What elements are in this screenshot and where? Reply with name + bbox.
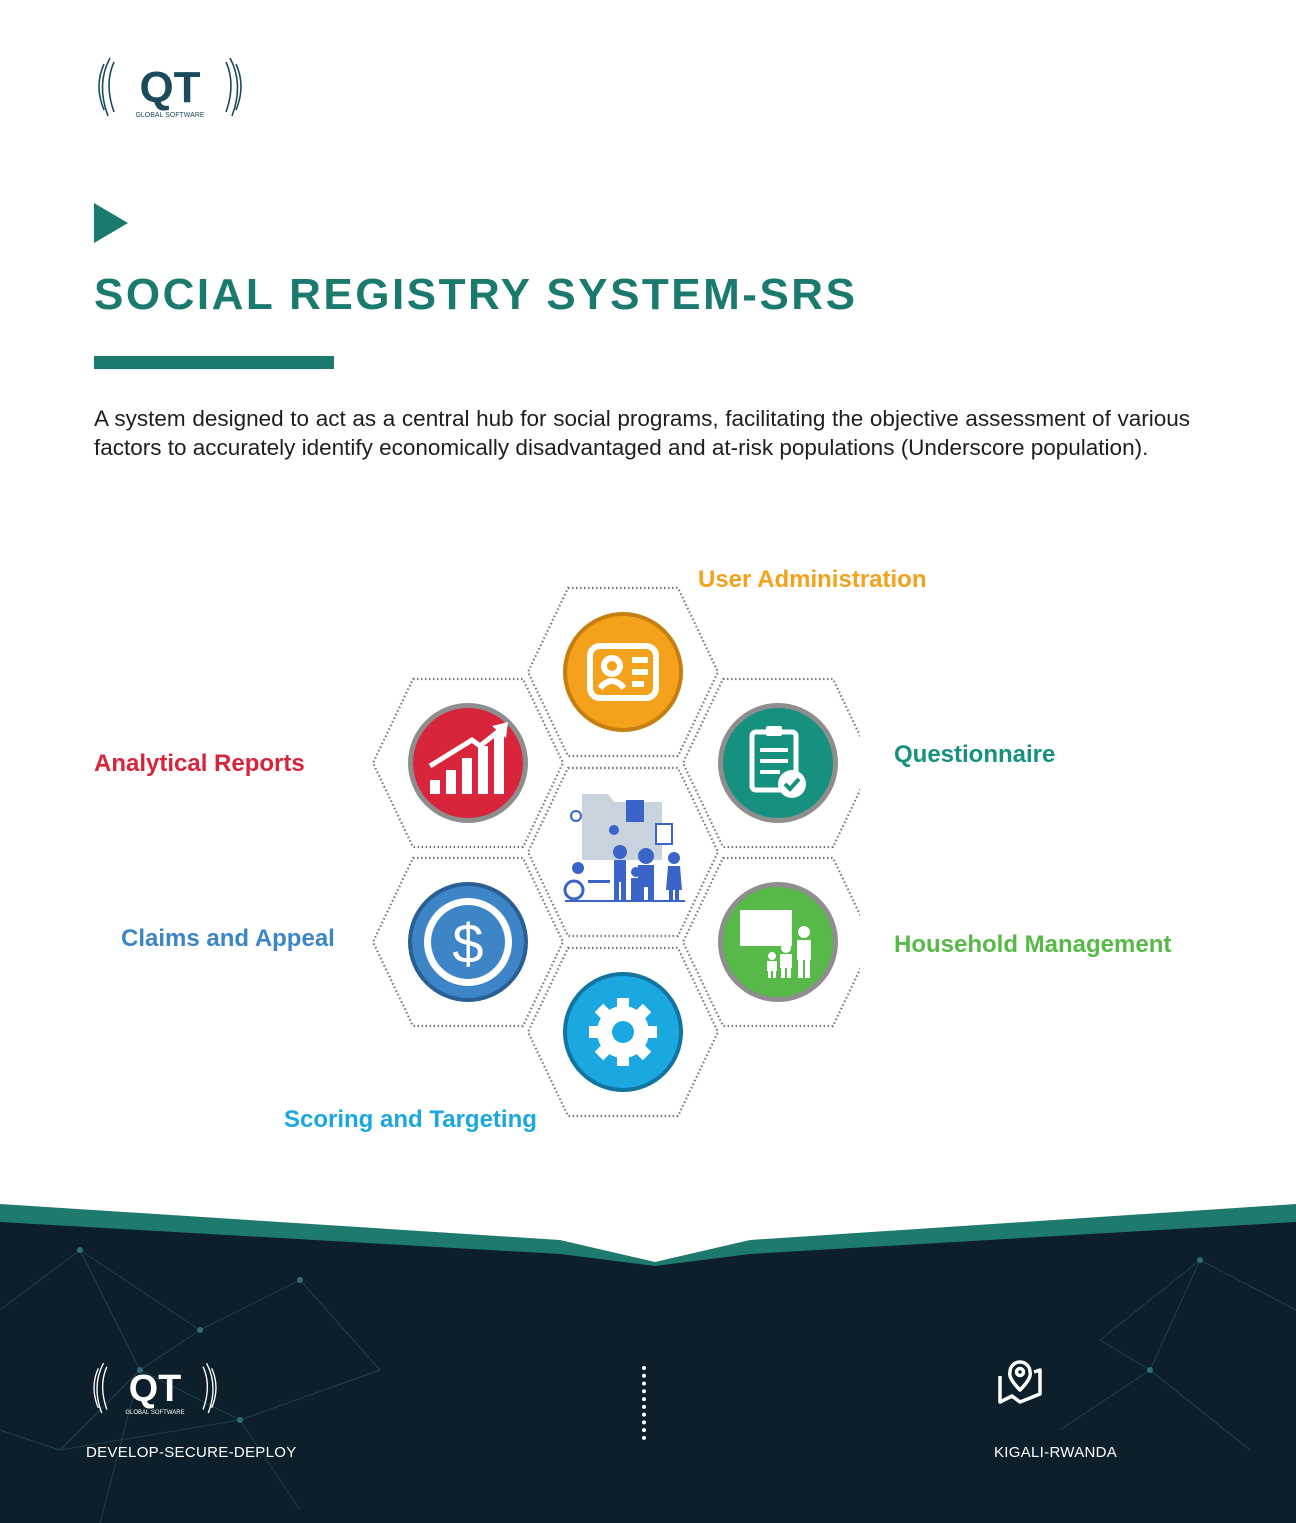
label-analytical-reports: Analytical Reports	[94, 750, 305, 777]
claims-and-appeal-module	[408, 882, 528, 1002]
household-management-module	[718, 882, 838, 1002]
footer-divider	[642, 1366, 650, 1440]
label-scoring-and-targeting: Scoring and Targeting	[284, 1106, 537, 1133]
logo-letters: QT	[139, 63, 201, 112]
title-underline	[94, 356, 334, 369]
dollar-icon: $	[452, 912, 484, 975]
module-hexagon-diagram	[360, 580, 860, 1140]
qt-logo	[92, 50, 248, 126]
label-claims-and-appeal: Claims and Appeal	[121, 925, 335, 952]
label-household-management: Household Management	[894, 931, 1172, 958]
footer-location: KIGALI-RWANDA	[994, 1444, 1118, 1461]
footer-tagline: DEVELOP-SECURE-DEPLOY	[86, 1444, 297, 1461]
gear-icon	[589, 998, 657, 1066]
analytical-reports-module	[408, 703, 528, 823]
footer-logo-letters: QT	[128, 1368, 182, 1411]
play-arrow-icon	[94, 203, 128, 243]
user-administration-circle	[567, 616, 679, 728]
map-location-icon	[996, 1360, 1044, 1406]
footer-logo-subtitle: GLOBAL SOFTWARE	[125, 1409, 185, 1416]
logo-subtitle: GLOBAL SOFTWARE	[135, 112, 205, 119]
scoring-and-targeting-module	[563, 972, 683, 1092]
user-administration-module	[563, 612, 683, 732]
page-title: SOCIAL REGISTRY SYSTEM-SRS	[94, 270, 858, 319]
questionnaire-module	[718, 703, 838, 823]
label-questionnaire: Questionnaire	[894, 741, 1056, 768]
page-description: A system designed to act as a central hub for social programs, facilitating the objective assessment of various factors to accurately identify economically disadvantaged and at-risk populations (Underscore population).	[94, 406, 1190, 460]
label-user-administration: User Administration	[698, 566, 927, 593]
footer-qt-logo	[88, 1356, 222, 1422]
